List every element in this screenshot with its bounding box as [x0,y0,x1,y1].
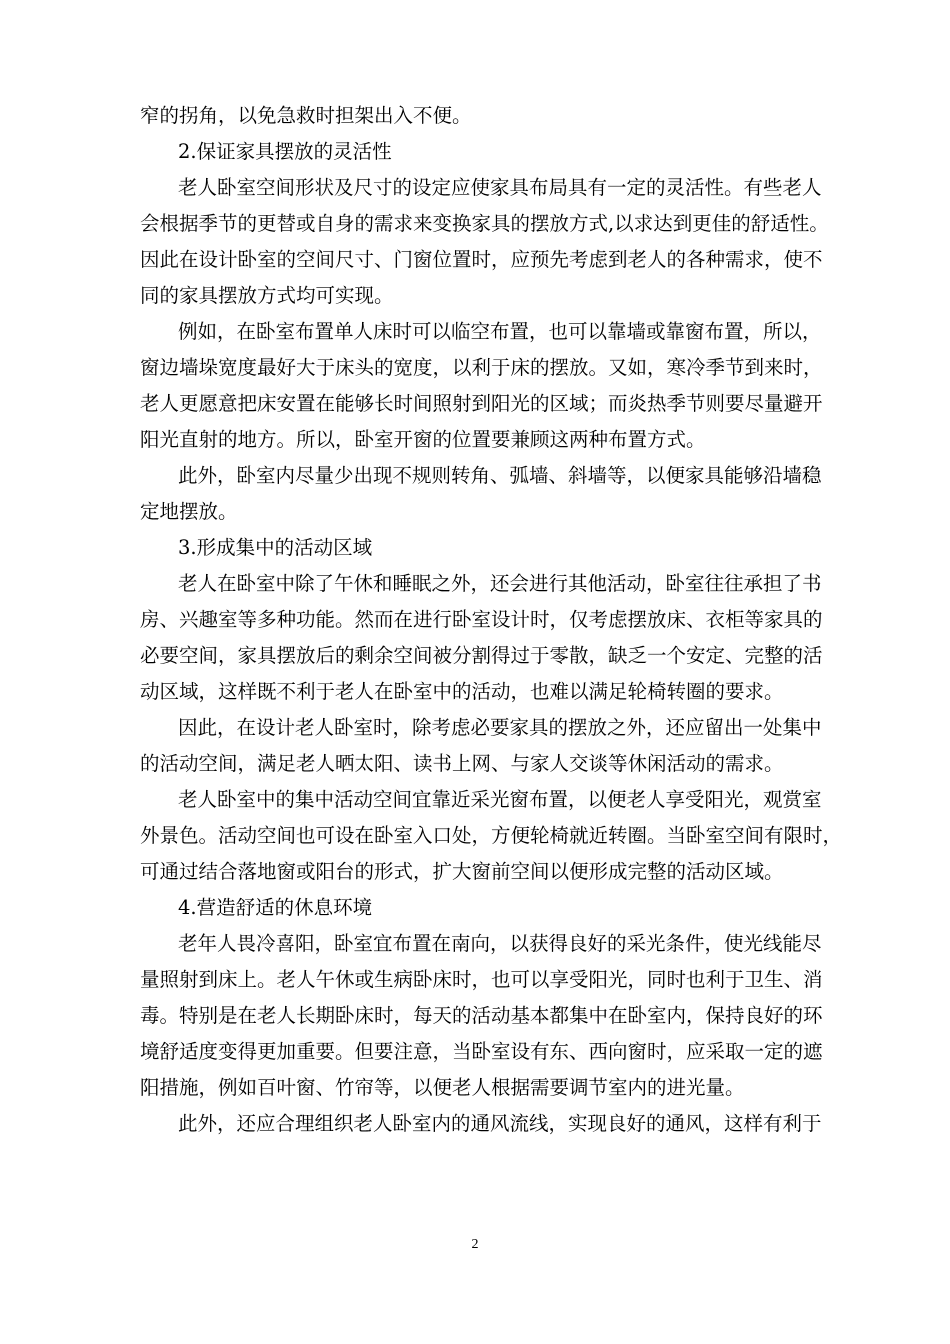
paragraph-line: 定地摆放。 [140,500,238,523]
paragraph-line: 老人卧室中的集中活动空间宜靠近采光窗布置，以便老人享受阳光，观赏室 [178,788,822,811]
section-heading: 4.营造舒适的休息环境 [178,896,373,919]
paragraph-line: 因此，在设计老人卧室时，除考虑必要家具的摆放之外，还应留出一处集中 [178,716,822,739]
paragraph-line: 同的家具摆放方式均可实现。 [140,284,394,307]
paragraph-line: 毒。特别是在老人长期卧床时，每天的活动基本都集中在卧室内，保持良好的环 [140,1004,823,1027]
paragraph-line: 窄的拐角，以免急救时担架出入不便。 [140,104,472,127]
paragraph-line: 老人卧室空间形状及尺寸的设定应使家具布局具有一定的灵活性。有些老人 [178,176,822,199]
body-text [140,98,843,1142]
paragraph-line: 例如，在卧室布置单人床时可以临空布置，也可以靠墙或靠窗布置，所以， [178,320,822,343]
paragraph-line: 窗边墙垛宽度最好大于床头的宽度，以利于床的摆放。又如，寒冷季节到来时， [140,356,823,379]
paragraph-line: 因此在设计卧室的空间尺寸、门窗位置时，应预先考虑到老人的各种需求，使不 [140,248,823,271]
paragraph-line: 房、兴趣室等多种功能。然而在进行卧室设计时，仅考虑摆放床、衣柜等家具的 [140,608,823,631]
paragraph-line: 此外，还应合理组织老人卧室内的通风流线，实现良好的通风，这样有利于 [178,1112,822,1135]
paragraph-line: 此外，卧室内尽量少出现不规则转角、弧墙、斜墙等，以便家具能够沿墙稳 [178,464,822,487]
paragraph-line: 阳光直射的地方。所以，卧室开窗的位置要兼顾这两种布置方式。 [140,428,706,451]
paragraph-line: 老人更愿意把床安置在能够长时间照射到阳光的区域；而炎热季节则要尽量避开 [140,392,823,415]
section-heading: 2.保证家具摆放的灵活性 [178,140,392,163]
paragraph-line: 的活动空间，满足老人晒太阳、读书上网、与家人交谈等休闲活动的需求。 [140,752,784,775]
paragraph-line: 老人在卧室中除了午休和睡眠之外，还会进行其他活动，卧室往往承担了书 [178,572,822,595]
paragraph-line: 动区域，这样既不利于老人在卧室中的活动，也难以满足轮椅转圈的要求。 [140,680,784,703]
paragraph-line: 外景色。活动空间也可设在卧室入口处，方便轮椅就近转圈。当卧室空间有限时， [140,824,843,847]
paragraph-line: 可通过结合落地窗或阳台的形式，扩大窗前空间以便形成完整的活动区域。 [140,860,784,883]
paragraph-line: 必要空间，家具摆放后的剩余空间被分割得过于零散，缺乏一个安定、完整的活 [140,644,823,667]
paragraph-line: 老年人畏冷喜阳，卧室宜布置在南向，以获得良好的采光条件，使光线能尽 [178,932,822,955]
paragraph-line: 阳措施，例如百叶窗、竹帘等，以便老人根据需要调节室内的进光量。 [140,1076,745,1099]
paragraph-line: 境舒适度变得更加重要。但要注意，当卧室设有东、西向窗时，应采取一定的遮 [140,1040,823,1063]
page-number: 2 [471,1237,479,1252]
paragraph-line: 会根据季节的更替或自身的需求来变换家具的摆放方式,以求达到更佳的舒适性。 [140,212,829,235]
section-heading: 3.形成集中的活动区域 [178,536,373,559]
paragraph-line: 量照射到床上。老人午休或生病卧床时，也可以享受阳光，同时也利于卫生、消 [140,968,823,991]
